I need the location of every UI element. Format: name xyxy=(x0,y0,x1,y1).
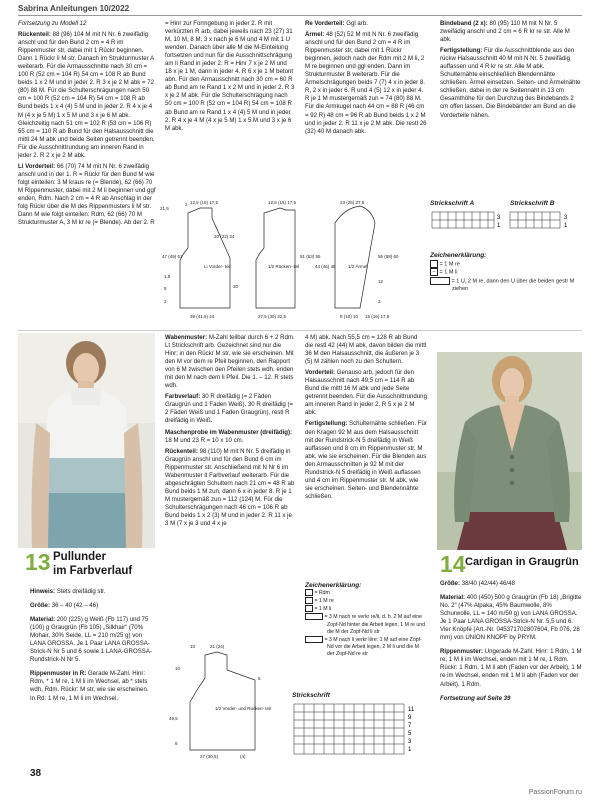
model-title: im Farbverlauf xyxy=(53,565,133,577)
legend-2 xyxy=(305,582,427,658)
legend-1 xyxy=(430,252,580,293)
dimension-label: 21 (24) xyxy=(210,644,225,649)
section-label: Rippenmuster: xyxy=(440,648,483,656)
section-text: Gerade M-Zahl. Hinr: Rdm, * 1 M re, 1 M li im Wechsel, ab * stets wdh, Rdm. Rückr: M str, wie sie erscheinen. In Rd: 1 M re, 1 M li im Wechsel. xyxy=(30,670,149,702)
section-divider xyxy=(18,330,582,331)
section-text: Schulternähte schließen. Für den Kragen 92 M aus dem Halsausschnitt mit der Rundstrick-N 5 dreifädig in Weiß auffassen und 8 cm im Rippenmuster str. M abk, wie sie erscheinen. Für die Blenden aus den Armausschnitten je 92 M mit der Rundstrick-N 5 dreifädig in Weiß auffassen und 4 cm im Rippenmuster str. M abk, wie sie erscheinen. Seiten- und Blendennähte schließen. xyxy=(305,420,427,500)
garment-schematic-1 xyxy=(160,198,425,328)
section-text: 4 M) abk. Nach 55,5 cm = 128 R ab Bund die restl 42 (44) M abk, davon bilden die mittl 36 M den Halsausschnitt, die äußeren je 3 (5) M zählen noch zu den Schultern. xyxy=(305,334,427,366)
model-13-photo xyxy=(18,333,155,548)
row-number: 7 xyxy=(408,723,412,729)
stitch-chart-13-grid xyxy=(290,702,430,760)
model-14-photo xyxy=(437,352,582,550)
model-title: Pullunder xyxy=(53,551,107,563)
section-text: 400 (450) 500 g Graugrün (Fb 18) „Brigitte No. 2“ (47% Alpaka, 45% Baumwolle, 8% Schurwolle, LL = 140 m/50 g) von LANA GROSSA. Je 1 Paar LANA GROSSA-Strick-N Nr. 5,5 und 6. Vier Knöpfe (Art.-Nr. 045371702807604, Fb 076, 28 mm) von UNION KNOPF by PRYM. xyxy=(440,594,582,642)
row-number: 5 xyxy=(408,731,412,737)
section-label: Re Vorderteil: xyxy=(305,20,345,27)
section-text: Ungerade M-Zahl. Hinr: 1 Rdm, 1 M re, 1 M li im Wechsel, enden mit 1 M re, 1 Rdm. Rückr: 1 Rdm, 1 M li abh (Faden vor der Arbeit), 1 M re im Wechsel, enden mit 1 M li abh (Faden vor der Arbeit), 1 Rdm. xyxy=(440,648,582,688)
magazine-header: Sabrina Anleitungen 10/2022 xyxy=(18,4,130,13)
legend-item: = 1 M li xyxy=(305,605,427,613)
column-1-top xyxy=(18,20,156,230)
cable-right-symbol-icon xyxy=(305,613,323,620)
dimension-label: 44 (46) 48 xyxy=(315,264,336,269)
body-piece-outline xyxy=(190,652,255,750)
section-text: 66 (70) 74 M mit N Nr. 6 zweifädig anschl und in der 1. R = Rückr für den Bund M wie folgt einteilen: 3 M kraus re (= Blende), 62 (66) 70 M Rippenmuster, dabei mit 2 M li beginnen und ggf enden, Rdm. Nach 2 cm = 4 R ab Anschlag in der folg Rückr über die M des Rippenmusters li M str. Dann M wie folgt einteilen: Rdm, 62 (66) 70 M Strukturmuster A, 3 M kr re (= Blende). Ab der 2. R xyxy=(18,162,156,227)
section-text: = Hinr zur Formgebung in jeder 2. R mit verkürzten R arb, dabei jeweils nach 23 (27) 31 M, 10 M, 8 M, 3 x nach je 6 M und 4 M mit 1 U wenden. Danach über alle M die M-Einteilung fortsetzen und nun für die Ausschnittschrägung am li Rand in jeder 2. R = Hinr 7 x je 2 M und 18 x je 1 M, dann in jeder 4. R 6 x je 1 M betont abn. Für den Armausschnitt nach 30 cm = 60 R ab Bund am re Rand 1 x 2 M und in jeder 2. R 3 x je 2 M abk. Für die Schulterschrägung nach 50 cm = 100 R (52 cm = 104 R) 54 cm = 108 R ab Bund am re Rand 1 x 4 (4) 5 M und in jeder 2. R 4 x je 4 M (4 x je 5 M) 1 x 5 M und 3 x je 6 M abk. xyxy=(165,20,295,132)
section-label: Fertigstellung: xyxy=(305,420,348,428)
piece-label: 1/2 Ärmel xyxy=(348,264,368,269)
dimension-label: 20 (22) 24 xyxy=(214,234,235,239)
model-number: 13 xyxy=(25,549,51,575)
legend-title: Zeichenerklärung: xyxy=(305,582,362,589)
section-label: Wabenmuster: xyxy=(165,334,208,341)
model-13-column-3 xyxy=(305,334,427,504)
section-label: Material: xyxy=(440,594,466,602)
section-text: 38/40 (42/44) 46/48 xyxy=(461,580,515,587)
legend-item: = Rdm xyxy=(305,589,427,597)
edge-stitch-symbol-icon xyxy=(305,589,313,596)
row-number: 3 xyxy=(408,739,412,745)
dimension-label: 47 (49) 51 xyxy=(162,254,183,259)
piece-label: 1/2 Rücken- teil xyxy=(268,264,300,269)
continuation-note: Fortsetzung auf Seite 39 xyxy=(440,694,511,702)
front-piece-outline xyxy=(180,208,230,308)
legend-item: = 3 M nach li verkr li/re: 1 M auf eine Zopf-Nd vor die Arbeit legen, 2 M li und die M der Zopf-Nd re str xyxy=(305,636,427,658)
dimension-label: 5 xyxy=(258,676,261,681)
dimension-label: 21,5 xyxy=(160,206,169,211)
section-label: Rückenteil: xyxy=(165,447,198,455)
dimension-label: 10 xyxy=(190,644,196,649)
section-label: Hinweis: xyxy=(30,588,56,595)
chart-title: Strickschrift A xyxy=(430,200,475,207)
dimension-label: 27,5 (30) 32,5 xyxy=(258,314,287,319)
section-text: 88 (96) 104 M mit N Nr. 6 zweifädig anschl und für den Bund 2 cm = 4 R im Rippenmuster str, dabei mit 1 Rückr beginnen. Dann 1 Rückr li M str. Danach im Strukturmuster A weiterarb. Für die Armausschnitte nach 30 cm = 100 R (52 cm = 104 R) 54 cm = 108 R ab Bund beids 1 x 2 M und in jeder 2. R 3 x je 2 M abk = 72 (80) 88 M. Für die Schulterschrägungen nach 50 cm = 100 R (52 cm = 104 R) 54 cm = 108 R ab Bund beids 1 x 4 (4) 5 M und in jeder 2. R 4 x je 4 M (4 x je 5 M) 1 x 5 M und 3 x je 6 M abk. Gleichzeitig nach 51 cm = 102 R (53 cm = 106 R) 55 cm = 110 R ab Bund für den Halsausschnitt die mittl 24 M abk und beide Seiten getrennt beenden. Für die Ausschnittrundung am inneren Rand in jeder 2. R 2 x je 2 M abk. xyxy=(18,31,155,159)
dimension-label: 12,5 (15) 17,5 xyxy=(190,200,219,205)
section-label: Rippenmuster in R: xyxy=(30,670,87,678)
section-label: Größe: xyxy=(440,580,460,587)
purl-symbol-icon xyxy=(305,605,313,612)
row-number: 1 xyxy=(564,223,568,229)
section-label: Bindeband (2 x): xyxy=(440,20,488,27)
row-number: 1 xyxy=(408,747,412,753)
legend-item: – = 1 M li xyxy=(430,268,580,276)
dimension-label: 2 xyxy=(378,299,381,304)
back-piece-outline xyxy=(256,208,295,308)
section-text: Stets dreifädig str. xyxy=(56,588,106,595)
yarn-over-symbol-icon xyxy=(430,277,450,285)
section-label: Vorderteil: xyxy=(305,369,336,377)
row-number: 1 xyxy=(497,223,501,229)
dimension-label: 5 xyxy=(164,286,167,291)
legend-item: = 1 M re xyxy=(305,597,427,605)
dimension-label: 27 (30,5) xyxy=(200,754,219,759)
row-number: 9 xyxy=(408,715,412,721)
header-divider xyxy=(18,15,582,16)
stitch-chart-ab-grid xyxy=(430,210,585,240)
section-text: 98 (110) M mit N Nr. 5 dreifädig in Graugrün anschl und für den Bund 6 cm im Rippenmuster str. Anschließend mit N Nr 6 im Wabenmuster lt Farbverlauf weiterarb. Für die abgeschrägten Schultern nach 21 cm = 48 R ab Bund beids 1 M zun, dann 6 x in jeder 8. R je 1 M mustergemäß zun = 112 (124) M. Für die Schulterschrägungen nach 46 cm = 106 R ab Bund beids 1 x 2 (3) M und in jeder 2. R 11 x je 3 M (7 x je 3 und 4 x je xyxy=(165,447,295,528)
section-label: Rückenteil: xyxy=(18,31,51,39)
piece-label: Li Vorder- teil xyxy=(204,264,231,269)
model-number: 14 xyxy=(440,551,466,577)
section-label: Fertigstellung: xyxy=(440,47,483,55)
section-label: Li Vorderteil: xyxy=(18,162,56,170)
cable-left-symbol-icon xyxy=(305,636,323,643)
section-label: Maschenprobe im Wabenmuster (dreifädig): xyxy=(165,428,293,436)
section-text: 18 M und 23 R = 10 x 10 cm. xyxy=(165,436,244,444)
section-text: Genauso arb, jedoch für den Halsausschnitt nach 49,5 cm = 114 R ab Bund die mittl 16 M abk und jede Seite getrennt beenden. Für die Ausschnittrundung am inneren Rand in jeder 2. R 5 x je 2 M abk. xyxy=(305,369,427,417)
column-4-top xyxy=(440,20,582,123)
section-text: 80 (95) 110 M mit N Nr. 5 zweifädig anschl und 2 cm = 6 R kr re str. Alle M abk. xyxy=(440,20,570,44)
knit-symbol-icon xyxy=(430,260,438,268)
dimension-label: 6 xyxy=(175,741,178,746)
dimension-label: 56 (58) 60 xyxy=(378,254,399,259)
legend-item: = 1 M re xyxy=(430,260,580,268)
purl-symbol-icon: – xyxy=(430,268,438,276)
piece-label: 1/2 Vorder- und Rücken- teil xyxy=(215,706,272,711)
dimension-label: (4) xyxy=(240,754,246,759)
dimension-label: 12 xyxy=(378,279,384,284)
section-text: 48 (52) 52 M mit N Nr. 6 zweifädig anschl und für den Bund 2 cm = 4 R im Rippenmuster str, dabei mit 1 Rückr beginnen, jedoch nach der Rdm mit 2 M li, 2 M re beginnen und ggl enden. Dann im Strukturmuster B weiterarb. Für die Ärmelschrägungen beids 7 (7) 4 x in jeder 8. R, 2 x in jeder 6. R und 4 (5) 12 x in jeder 4. R je 1 M mustergemäß zun = 74 (80) 88 M. Für die Armkugel nach 44 cm = 88 R (46 cm = 92 R) 48 cm = 96 R ab Bund beids 1 x 2 M und in jeder 2. R 11 x je 2 M abk. Die restl 26 (32) 40 M danach abk. xyxy=(305,31,427,135)
dimension-label: 2 xyxy=(185,202,188,207)
dimension-label: 12,5 (15) 17,5 xyxy=(268,200,297,205)
legend-item: = 1 U, 2 M re, dann den U über die beiden gestr M ziehen xyxy=(430,277,580,293)
dimension-label: 30 xyxy=(233,284,239,289)
section-text: 30 R dreifädig (= 2 Fäden Graugrün und 1 Faden Weiß), 30 R dreifädig (= 2 Fäden Weiß und 1 Faden Graugrün), restl R dreifädig in Weiß. xyxy=(165,393,294,425)
row-number: 11 xyxy=(408,707,415,713)
dimension-label: 23 (25) 27,5 xyxy=(340,200,365,205)
dimension-label: 8 (10) 10 xyxy=(340,314,359,319)
model-13-details xyxy=(30,588,155,706)
section-text: 36 – 40 (42 – 46) xyxy=(51,602,99,610)
column-2-top xyxy=(165,20,295,136)
model-13-column-2 xyxy=(165,334,295,531)
dimension-label: 10 xyxy=(175,666,181,671)
legend-title: Zeichenerklärung: xyxy=(430,252,487,259)
section-text: Ggl arb. xyxy=(346,20,368,27)
dimension-label: 1,5 xyxy=(164,274,171,279)
model-14-details xyxy=(440,580,582,706)
section-label: Farbverlauf: xyxy=(165,393,201,401)
section-label: Größe: xyxy=(30,602,50,610)
section-text: Für die Ausschnittblende aus den rückw Halsausschnitt 40 M mit N Nr. 5 zweifädig auffassen und 4 R kr re str. Alle M abk. Schulternähte einschließlich Blendennähte schließen. Ärmel einsetzen. Seiten- und Ärmelnähte schließen, dabei in der re Seitennaht in 13 cm Gesamthöhe für den Durchzug des Bindebands 2 cm offen lassen. Die Bindebänder am Bund an die Vorderteile nähen. xyxy=(440,47,581,119)
knit-symbol-icon xyxy=(305,597,313,604)
dimension-label: 2 xyxy=(164,299,167,304)
garment-schematic-2 xyxy=(165,640,295,760)
dimension-label: 39 (41,5) 44 xyxy=(190,314,215,319)
stitch-chart-13 xyxy=(290,692,430,760)
dimension-label: 49,5 xyxy=(169,716,178,721)
section-label: Ärmel: xyxy=(305,31,325,39)
stitch-charts-ab xyxy=(430,200,585,255)
column-3-top xyxy=(305,20,427,139)
page-number: 38 xyxy=(30,768,42,779)
section-text: 200 (225) g Weiß (Fb 117) und 75 (100) g Graugrün (Fb 105) „Silkhair“ (70% Mohair, 30% Seide, LL = 210 m/25 g) von LANA GROSSA. Je 1 Paar LANA GROSSA-Strick-N Nr 5 und 6 sowie 1 LANA-GROSSA-Rundstrick-N Nr 5. xyxy=(30,616,152,664)
row-number: 3 xyxy=(497,215,501,221)
dimension-label: 51 (53) 55 xyxy=(300,254,321,259)
row-number: 3 xyxy=(564,215,568,221)
sleeve-piece-outline xyxy=(335,206,375,308)
legend-item: = 3 M nach re verkr re/li, d. h. 2 M auf eine Zopf-Nd hinter die Arbeit legen, 1 M re und die M der Zopf-Nd li str xyxy=(305,613,427,635)
section-text: M-Zahl teilbar durch 6 + 2 Rdm. Lt Strickschrift arb. Gezeichnet sind nur die Hinr; in den Rückr M str, wie sie erscheinen. Mit den M vor dem re Pfeil beginnen, den Rapport von 6 M zwischen den Pfeilen stets wdh, enden mit den M nach dem li Pfeil. Die 1. – 12. R stets wdh. xyxy=(165,334,295,390)
section-label: Material: xyxy=(30,616,56,624)
model-title: Cardigan in Graugrün xyxy=(465,556,579,568)
chart-title: Strickschrift B xyxy=(510,200,555,207)
site-watermark: PassionForum.ru xyxy=(528,789,582,796)
chart-title: Strickschrift xyxy=(292,692,330,699)
dimension-label: 15 (16) 17,5 xyxy=(365,314,390,319)
continuation-note: Fortsetzung zu Modell 12 xyxy=(18,20,87,27)
